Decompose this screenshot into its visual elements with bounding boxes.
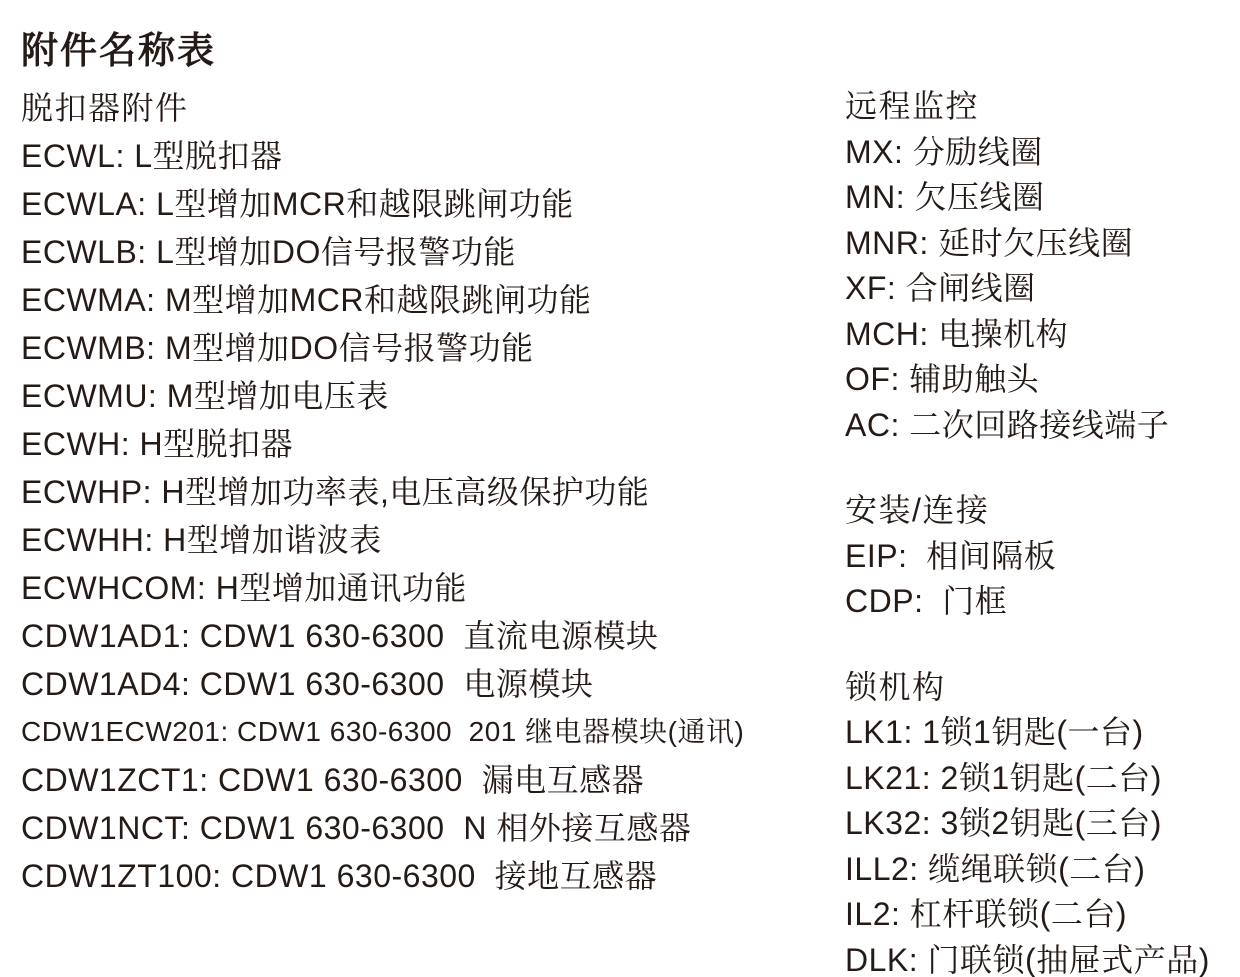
lock-mechanism-group — [845, 665, 1240, 977]
accessory-item: DLK: 门联锁(抽屉式产品) — [845, 941, 1210, 977]
accessory-item: ECWHH: H型增加谐波表 — [21, 522, 382, 558]
accessory-item: MNR: 延时欠压线圈 — [845, 224, 1134, 261]
accessory-item: ECWMU: M型增加电压表 — [21, 378, 389, 414]
right-column — [845, 84, 1240, 977]
accessory-item: ILL2: 缆绳联锁(二台) — [845, 850, 1146, 887]
mounting-connection-group — [845, 488, 1240, 625]
accessory-item: ECWMB: M型增加DO信号报警功能 — [21, 330, 534, 366]
accessory-item: XF: 合闸线圈 — [845, 270, 1036, 306]
accessory-item: ECWLB: L型增加DO信号报警功能 — [21, 234, 516, 270]
page-title: 附件名称表 — [21, 30, 216, 71]
accessory-item: CDW1NCT: CDW1 630-6300 N 相外接互感器 — [21, 810, 692, 846]
accessory-item: CDW1AD4: CDW1 630-6300 电源模块 — [21, 666, 594, 702]
accessory-item: ECWHCOM: H型增加通讯功能 — [21, 570, 467, 606]
accessory-item: CDW1ZT100: CDW1 630-6300 接地互感器 — [21, 858, 658, 894]
section-header-mounting-connection: 安装/连接 — [845, 492, 990, 528]
accessory-item: CDW1ECW201: CDW1 630-6300 201 继电器模块(通讯) — [21, 716, 745, 747]
accessory-item: AC: 二次回路接线端子 — [845, 406, 1170, 443]
accessory-item: EIP: 相间隔板 — [845, 537, 1057, 574]
accessory-item: MN: 欠压线圈 — [845, 179, 1045, 215]
accessory-item: ECWMA: M型增加MCR和越限跳闸功能 — [21, 282, 592, 318]
section-header-remote-monitoring: 远程监控 — [845, 88, 980, 124]
accessory-item: OF: 辅助触头 — [845, 361, 1040, 397]
section-header-trip-unit-accessories: 脱扣器附件 — [21, 90, 189, 126]
trip-unit-accessories-column — [21, 84, 781, 900]
accessory-item: LK21: 2锁1钥匙(二台) — [845, 759, 1162, 796]
accessory-item: MX: 分励线圈 — [845, 133, 1043, 170]
accessory-item: MCH: 电操机构 — [845, 315, 1069, 352]
accessory-item: IL2: 杠杆联锁(二台) — [845, 896, 1128, 932]
accessory-item: ECWLA: L型增加MCR和越限跳闸功能 — [21, 186, 574, 222]
section-header-lock-mechanism: 锁机构 — [845, 668, 946, 705]
accessory-item: LK1: 1锁1钥匙(一台) — [845, 714, 1144, 750]
accessory-item: CDW1AD1: CDW1 630-6300 直流电源模块 — [21, 618, 659, 654]
accessory-item: CDP: 门框 — [845, 583, 1008, 619]
accessory-item: ECWL: L型脱扣器 — [21, 138, 283, 174]
accessory-item: LK32: 3锁2钥匙(三台) — [845, 805, 1162, 841]
remote-monitoring-group — [845, 84, 1240, 448]
accessory-item: ECWH: H型脱扣器 — [21, 426, 294, 462]
accessory-item: CDW1ZCT1: CDW1 630-6300 漏电互感器 — [21, 762, 645, 798]
accessory-item: ECWHP: H型增加功率表,电压高级保护功能 — [21, 474, 650, 510]
